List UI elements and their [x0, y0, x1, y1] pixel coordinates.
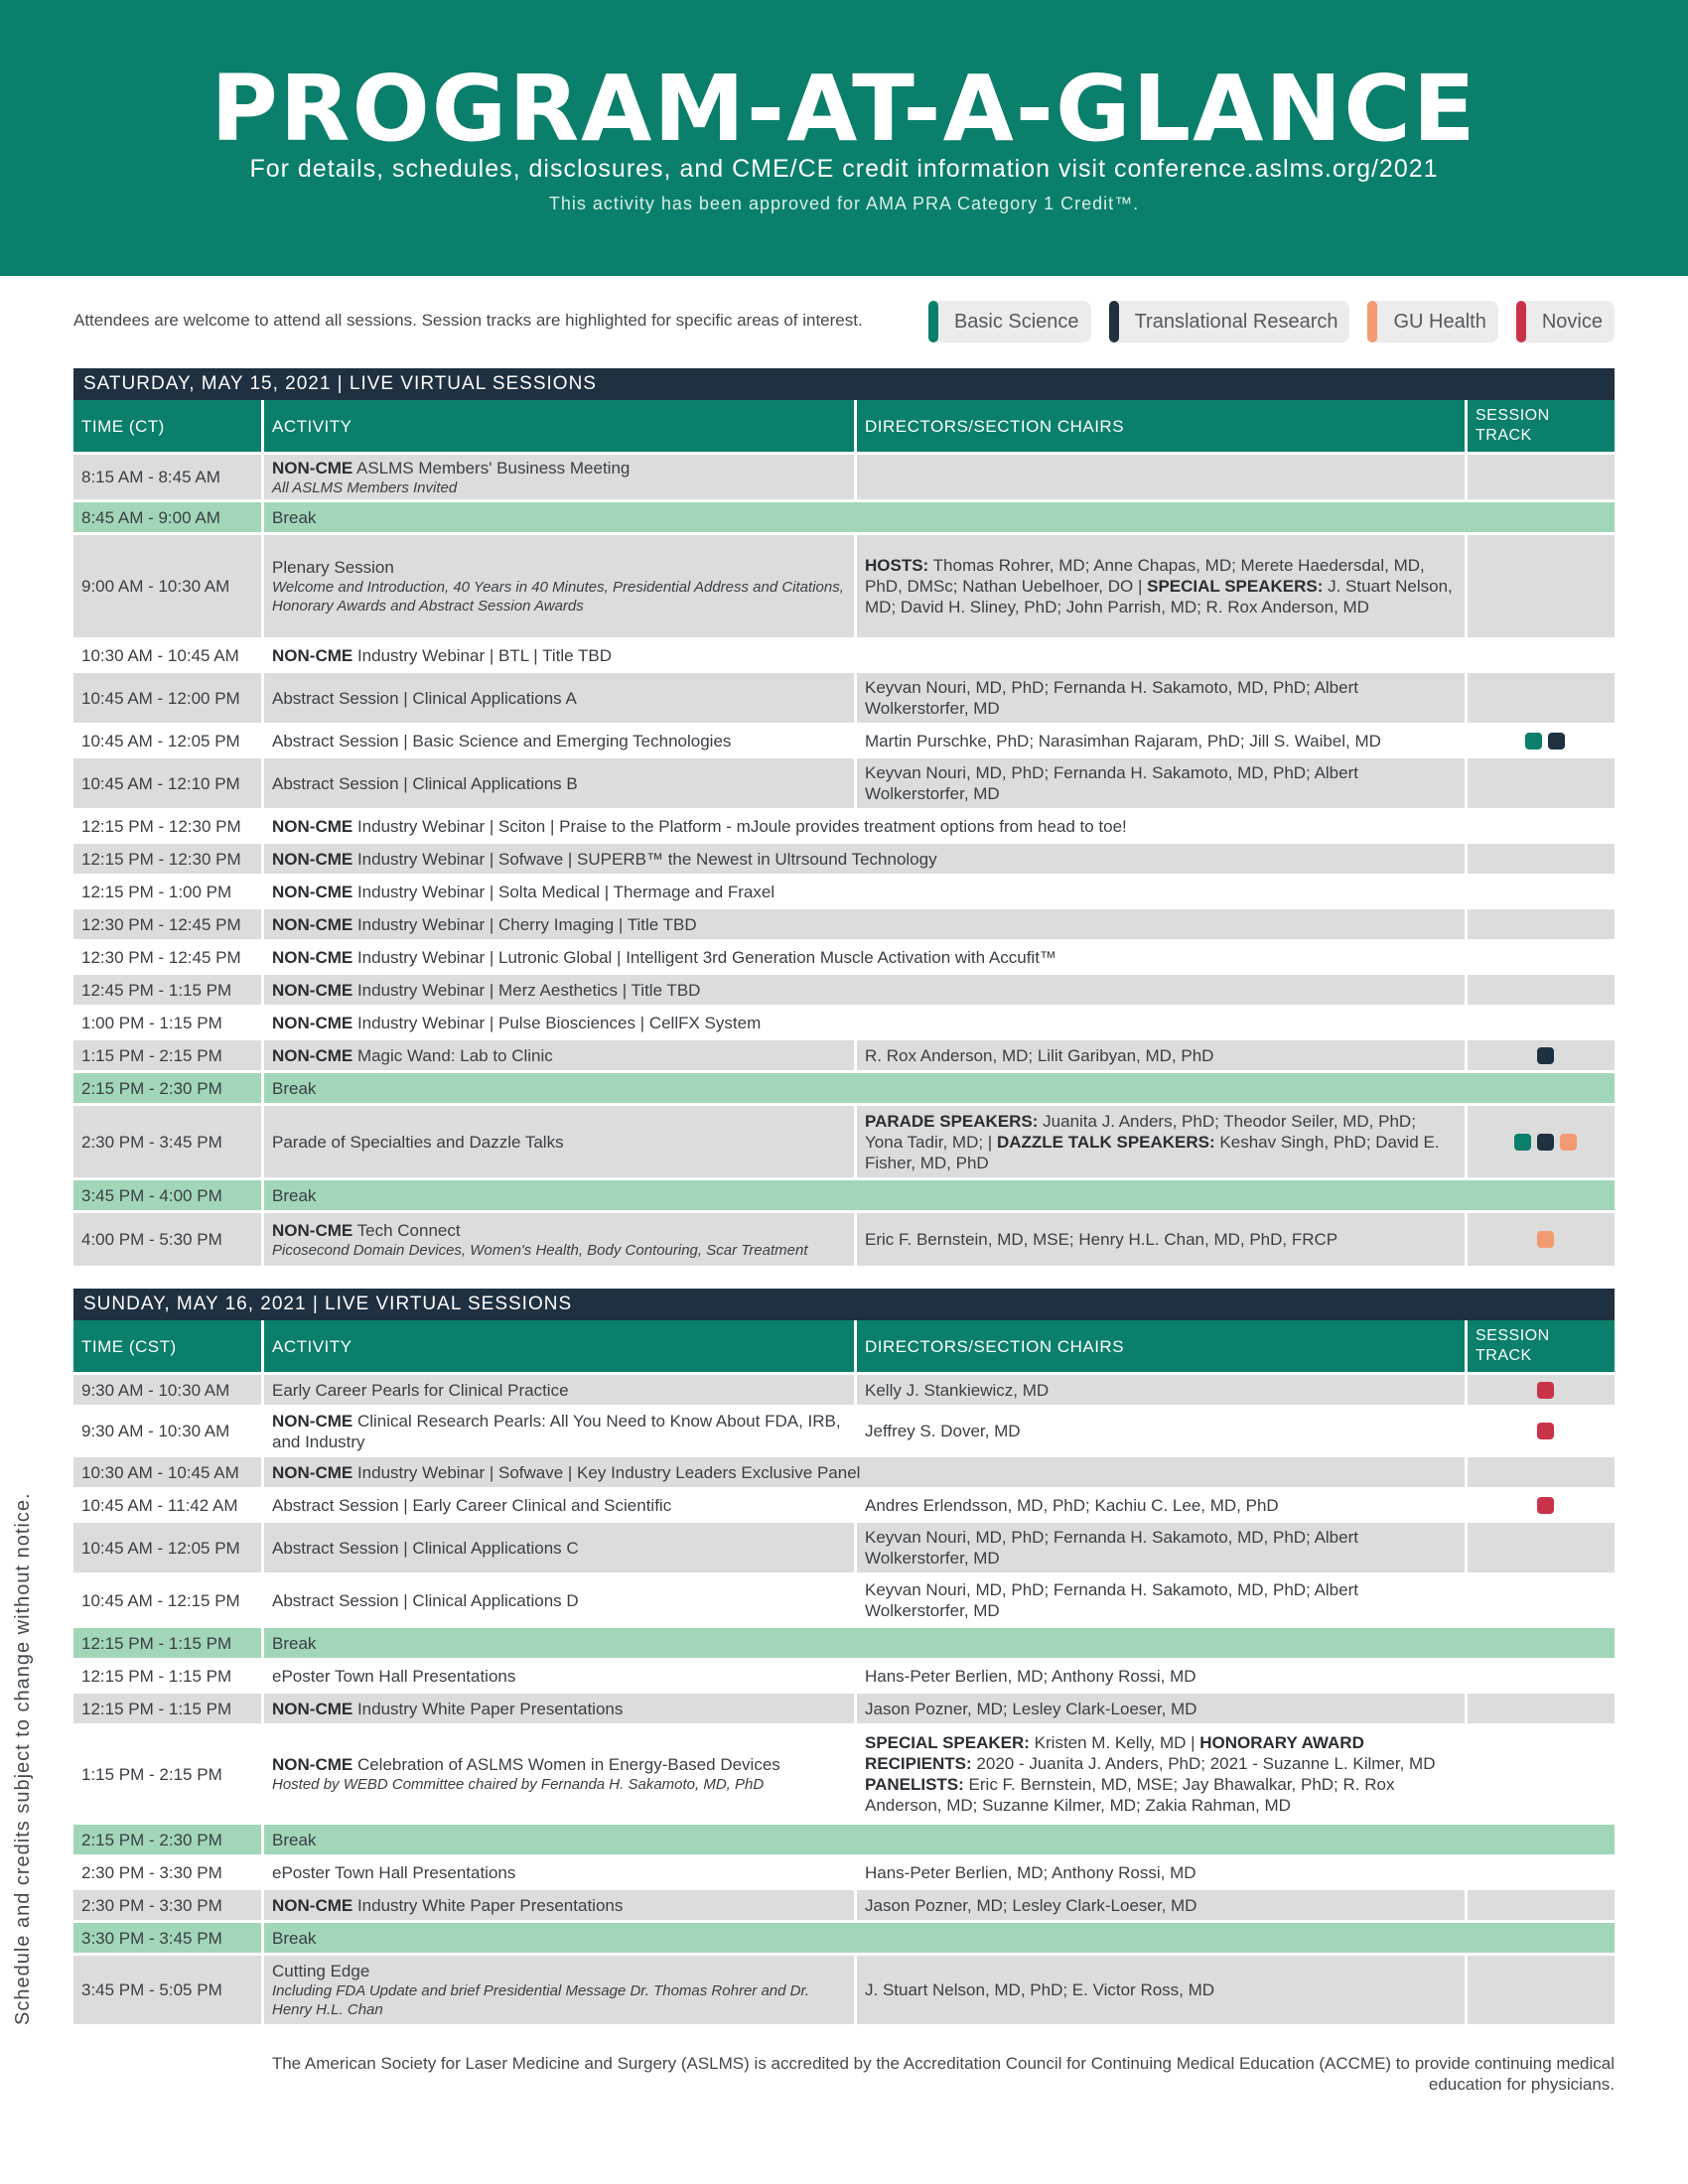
schedule-disclaimer: Schedule and credits subject to change without notice. — [12, 1492, 34, 2025]
row-track — [1468, 975, 1615, 1005]
page-title: PROGRAM-AT-A-GLANCE — [211, 56, 1477, 162]
activity-title: Industry Webinar | Merz Aesthetics | Title TBD — [352, 980, 701, 1000]
hosts-names: Thomas Rohrer, MD; Anne Chapas, MD; Merete Haedersdal, MD, PhD, DMSc; Nathan Uebelhoer, DO | — [865, 556, 1425, 596]
row-activity — [264, 877, 1615, 906]
row-time: 3:45 PM - 5:05 PM — [73, 1956, 264, 2024]
activity-title: Industry Webinar | Sciton | Praise to the Platform - mJoule provides treatment options from head to toe! — [352, 816, 1127, 836]
row-time: 2:30 PM - 3:45 PM — [73, 1106, 264, 1177]
table-row — [73, 1523, 1615, 1575]
row-time: 4:00 PM - 5:30 PM — [73, 1213, 264, 1266]
row-time: 12:15 PM - 12:30 PM — [73, 844, 264, 874]
row-directors: Jeffrey S. Dover, MD — [857, 1408, 1468, 1454]
activity-title: Plenary Session — [272, 558, 394, 577]
row-activity: ePoster Town Hall Presentations — [264, 1661, 857, 1691]
dazzle-speakers-names: Keshav Singh, PhD; David E. Fisher, MD, PhD — [865, 1132, 1440, 1172]
row-directors: Keyvan Nouri, MD, PhD; Fernanda H. Sakamoto, MD, PhD; Albert Wolkerstorfer, MD — [857, 673, 1468, 723]
row-track — [1468, 1457, 1615, 1487]
legend-basic-science — [928, 301, 1091, 342]
row-activity — [264, 1408, 857, 1454]
row-directors: Keyvan Nouri, MD, PhD; Fernanda H. Sakamoto, MD, PhD; Albert Wolkerstorfer, MD — [857, 758, 1468, 808]
row-time: 12:15 PM - 1:15 PM — [73, 1628, 264, 1658]
non-cme-tag: NON-CME — [272, 1462, 353, 1482]
row-activity: Parade of Specialties and Dazzle Talks — [264, 1106, 857, 1177]
activity-title: Industry White Paper Presentations — [352, 1699, 624, 1718]
special-speakers-names: J. Stuart Nelson, MD; David H. Sliney, PhD; John Parrish, MD; R. Rox Anderson, MD — [865, 577, 1453, 616]
activity-title: Industry Webinar | Lutronic Global | Intelligent 3rd Generation Muscle Activation with Accufit™ — [352, 947, 1056, 967]
translational-swatch — [1109, 301, 1119, 342]
row-activity — [264, 844, 1468, 874]
row-activity — [264, 811, 1615, 841]
legend-label: Translational Research — [1134, 310, 1338, 333]
legend-label: Basic Science — [953, 310, 1079, 333]
row-time: 10:30 AM - 10:45 AM — [73, 1457, 264, 1487]
row-activity — [264, 975, 1468, 1005]
row-time: 12:45 PM - 1:15 PM — [73, 975, 264, 1005]
table-row — [73, 1890, 1615, 1923]
row-track — [1468, 1694, 1615, 1723]
accreditation-footer: The American Society for Laser Medicine and Surgery (ASLMS) is accredited by the Accreditation Council for Continuing Medical Education (ACCME) to provide continuing medical education for physicians. — [271, 2054, 1615, 2094]
table-row — [73, 1457, 1615, 1490]
row-time: 3:45 PM - 4:00 PM — [73, 1180, 264, 1210]
row-time: 8:45 AM - 9:00 AM — [73, 502, 264, 532]
break-row — [73, 1073, 1615, 1106]
activity-title: Industry Webinar | BTL | Title TBD — [352, 645, 612, 665]
row-time: 2:30 PM - 3:30 PM — [73, 1890, 264, 1920]
activity-title: Industry Webinar | Sofwave | SUPERB™ the Newest in Ultrsound Technology — [352, 849, 937, 869]
translational-marker — [1537, 1134, 1554, 1151]
row-activity — [264, 1694, 857, 1723]
row-directors: Keyvan Nouri, MD, PhD; Fernanda H. Sakamoto, MD, PhD; Albert Wolkerstorfer, MD — [857, 1575, 1468, 1625]
activity-title: Tech Connect — [352, 1220, 461, 1240]
row-time: 10:45 AM - 12:15 PM — [73, 1575, 264, 1625]
row-time: 1:15 PM - 2:15 PM — [73, 1726, 264, 1822]
legend-label: GU Health — [1393, 310, 1486, 333]
row-track — [1468, 455, 1615, 499]
col-time: TIME (CST) — [73, 1320, 264, 1372]
row-track — [1468, 1523, 1615, 1572]
row-track — [1468, 1890, 1615, 1920]
row-directors: J. Stuart Nelson, MD, PhD; E. Victor Ross, MD — [857, 1956, 1468, 2024]
row-directors: Jason Pozner, MD; Lesley Clark-Loeser, MD — [857, 1890, 1468, 1920]
break-label: Break — [272, 507, 317, 527]
non-cme-tag: NON-CME — [272, 1755, 353, 1774]
special-speaker-label: SPECIAL SPEAKER: — [865, 1733, 1030, 1752]
activity-title: Cutting Edge — [272, 1962, 370, 1980]
col-directors: DIRECTORS/SECTION CHAIRS — [857, 1320, 1468, 1372]
row-activity — [264, 1213, 857, 1266]
row-directors: Kelly J. Stankiewicz, MD — [857, 1375, 1468, 1405]
non-cme-tag: NON-CME — [272, 1045, 353, 1065]
table-row — [73, 726, 1615, 758]
non-cme-tag: NON-CME — [272, 1699, 353, 1718]
row-track — [1468, 1408, 1615, 1454]
row-time: 10:45 AM - 12:05 PM — [73, 1523, 264, 1572]
row-activity: Abstract Session | Clinical Applications A — [264, 673, 857, 723]
novice-marker — [1537, 1423, 1554, 1439]
table-row — [73, 1575, 1615, 1628]
saturday-table — [73, 400, 1615, 1269]
break-row — [73, 1628, 1615, 1661]
legend-label: Novice — [1541, 310, 1603, 333]
novice-marker — [1537, 1382, 1554, 1399]
col-time: TIME (CT) — [73, 400, 264, 452]
row-activity — [264, 1457, 1468, 1487]
gu-health-marker — [1560, 1134, 1577, 1151]
row-time: 3:30 PM - 3:45 PM — [73, 1923, 264, 1953]
table-row — [73, 1408, 1615, 1457]
non-cme-tag: NON-CME — [272, 816, 353, 836]
row-activity: Abstract Session | Clinical Applications B — [264, 758, 857, 808]
col-track: SESSION TRACK — [1476, 1327, 1550, 1364]
row-track — [1468, 1106, 1615, 1177]
non-cme-tag: NON-CME — [272, 1895, 353, 1915]
row-time: 2:15 PM - 2:30 PM — [73, 1073, 264, 1103]
row-track — [1468, 1213, 1615, 1266]
activity-title: Industry Webinar | Sofwave | Key Industry Leaders Exclusive Panel — [352, 1462, 861, 1482]
novice-swatch — [1516, 301, 1526, 342]
activity-title: Industry White Paper Presentations — [352, 1895, 624, 1915]
table-row — [73, 811, 1615, 844]
translational-marker — [1548, 733, 1565, 750]
translational-marker — [1537, 1047, 1554, 1064]
row-directors: Hans-Peter Berlien, MD; Anthony Rossi, MD — [857, 1857, 1468, 1887]
col-activity: ACTIVITY — [264, 400, 857, 452]
table-row — [73, 455, 1615, 502]
panelists-label: PANELISTS: — [865, 1775, 964, 1794]
track-legend — [928, 301, 1615, 342]
row-directors: Jason Pozner, MD; Lesley Clark-Loeser, MD — [857, 1694, 1468, 1723]
non-cme-tag: NON-CME — [272, 645, 353, 665]
activity-title: Industry Webinar | Solta Medical | Thermage and Fraxel — [352, 882, 775, 901]
break-label: Break — [272, 1078, 317, 1098]
row-activity — [264, 942, 1615, 972]
break-row — [73, 1923, 1615, 1956]
row-time: 2:15 PM - 2:30 PM — [73, 1825, 264, 1854]
row-activity — [264, 455, 857, 499]
col-activity: ACTIVITY — [264, 1320, 857, 1372]
table-row — [73, 1213, 1615, 1269]
activity-title: Clinical Research Pearls: All You Need to Know About FDA, IRB, and Industry — [272, 1411, 841, 1451]
row-activity: ePoster Town Hall Presentations — [264, 1857, 857, 1887]
col-track: SESSION TRACK — [1476, 407, 1550, 444]
table-row — [73, 1956, 1615, 2027]
row-track — [1468, 844, 1615, 874]
non-cme-tag: NON-CME — [272, 1411, 353, 1431]
row-activity — [264, 909, 1468, 939]
non-cme-tag: NON-CME — [272, 1220, 353, 1240]
row-track — [1468, 1375, 1615, 1405]
row-activity: Abstract Session | Clinical Applications C — [264, 1523, 857, 1572]
activity-title: Industry Webinar | Cherry Imaging | Title TBD — [352, 914, 697, 934]
basic-science-swatch — [928, 301, 938, 342]
activity-title: ASLMS Members' Business Meeting — [352, 458, 631, 478]
row-directors: Keyvan Nouri, MD, PhD; Fernanda H. Sakamoto, MD, PhD; Albert Wolkerstorfer, MD — [857, 1523, 1468, 1572]
activity-subtitle: Including FDA Update and brief Presidential Message Dr. Thomas Rohrer and Dr. Henry H.L. Chan — [272, 1982, 810, 2018]
gu-health-swatch — [1367, 301, 1377, 342]
panelists-names: Eric F. Bernstein, MD, MSE; Jay Bhawalkar, PhD; R. Rox Anderson, MD; Suzanne Kilmer, MD; Zakia Rahman, MD — [865, 1775, 1395, 1815]
row-directors — [857, 455, 1468, 499]
row-directors: Andres Erlendsson, MD, PhD; Kachiu C. Lee, MD, PhD — [857, 1490, 1468, 1520]
table-row — [73, 1857, 1615, 1890]
table-row — [73, 1490, 1615, 1523]
row-time: 12:30 PM - 12:45 PM — [73, 942, 264, 972]
row-activity: Early Career Pearls for Clinical Practice — [264, 1375, 857, 1405]
sunday-table — [73, 1320, 1615, 2027]
sunday-heading: SUNDAY, MAY 16, 2021 | LIVE VIRTUAL SESSIONS — [73, 1289, 1615, 1320]
break-row — [73, 1825, 1615, 1857]
table-row — [73, 1008, 1615, 1040]
row-time: 10:45 AM - 12:00 PM — [73, 673, 264, 723]
table-row — [73, 877, 1615, 909]
row-activity — [264, 1008, 1615, 1037]
row-time: 12:15 PM - 1:00 PM — [73, 877, 264, 906]
col-directors: DIRECTORS/SECTION CHAIRS — [857, 400, 1468, 452]
row-directors — [857, 1726, 1468, 1822]
row-track — [1468, 758, 1615, 808]
table-row — [73, 975, 1615, 1008]
gu-health-marker — [1537, 1231, 1554, 1248]
break-row — [73, 502, 1615, 535]
parade-speakers-label: PARADE SPEAKERS: — [865, 1111, 1039, 1131]
row-track — [1468, 1956, 1615, 2024]
activity-subtitle: All ASLMS Members Invited — [272, 478, 458, 496]
row-track — [1468, 1726, 1615, 1822]
row-track — [1468, 1490, 1615, 1520]
table-row — [73, 1694, 1615, 1726]
credit-approval: This activity has been approved for AMA PRA Category 1 Credit™. — [548, 194, 1140, 213]
row-directors — [857, 535, 1468, 637]
break-row — [73, 1180, 1615, 1213]
table-row — [73, 1375, 1615, 1408]
row-track — [1468, 1575, 1615, 1625]
row-time: 12:15 PM - 12:30 PM — [73, 811, 264, 841]
activity-title: Industry Webinar | Pulse Biosciences | CellFX System — [352, 1013, 762, 1032]
table-row — [73, 640, 1615, 673]
row-time: 12:15 PM - 1:15 PM — [73, 1661, 264, 1691]
special-speaker-name: Kristen M. Kelly, MD | — [1029, 1733, 1200, 1752]
row-activity — [264, 1040, 857, 1070]
row-time: 10:45 AM - 12:05 PM — [73, 726, 264, 755]
row-time: 2:30 PM - 3:30 PM — [73, 1857, 264, 1887]
table-row — [73, 909, 1615, 942]
row-track — [1468, 1040, 1615, 1070]
row-time: 12:30 PM - 12:45 PM — [73, 909, 264, 939]
row-track — [1468, 1857, 1615, 1887]
row-time: 9:30 AM - 10:30 AM — [73, 1408, 264, 1454]
non-cme-tag: NON-CME — [272, 1013, 353, 1032]
row-directors: Martin Purschke, PhD; Narasimhan Rajaram, PhD; Jill S. Waibel, MD — [857, 726, 1468, 755]
special-speakers-label: SPECIAL SPEAKERS: — [1147, 577, 1324, 596]
basic-science-marker — [1514, 1134, 1531, 1151]
non-cme-tag: NON-CME — [272, 914, 353, 934]
row-directors: R. Rox Anderson, MD; Lilit Garibyan, MD, PhD — [857, 1040, 1468, 1070]
row-time: 1:15 PM - 2:15 PM — [73, 1040, 264, 1070]
saturday-heading: SATURDAY, MAY 15, 2021 | LIVE VIRTUAL SESSIONS — [73, 368, 1615, 400]
table-row — [73, 844, 1615, 877]
row-directors — [857, 1106, 1468, 1177]
non-cme-tag: NON-CME — [272, 980, 353, 1000]
intro-text: Attendees are welcome to attend all sessions. Session tracks are highlighted for specific areas of interest. — [73, 311, 863, 330]
row-activity: Abstract Session | Early Career Clinical and Scientific — [264, 1490, 857, 1520]
row-track — [1468, 726, 1615, 755]
table-row — [73, 758, 1615, 811]
row-activity — [264, 1726, 857, 1822]
break-label: Break — [272, 1830, 317, 1849]
header-subtitle: For details, schedules, disclosures, and CME/CE credit information visit conference.aslms.org/2021 — [249, 155, 1439, 183]
honorary-award-names: 2020 - Juanita J. Anders, PhD; 2021 - Suzanne L. Kilmer, MD — [971, 1754, 1436, 1773]
non-cme-tag: NON-CME — [272, 849, 353, 869]
row-directors: Eric F. Bernstein, MD, MSE; Henry H.L. Chan, MD, PhD, FRCP — [857, 1213, 1468, 1266]
table-header — [73, 400, 1615, 455]
non-cme-tag: NON-CME — [272, 882, 353, 901]
row-activity: Abstract Session | Clinical Applications D — [264, 1575, 857, 1625]
table-row — [73, 1040, 1615, 1073]
dazzle-speakers-label: DAZZLE TALK SPEAKERS: — [996, 1132, 1215, 1152]
table-header — [73, 1320, 1615, 1375]
row-directors: Hans-Peter Berlien, MD; Anthony Rossi, MD — [857, 1661, 1468, 1691]
table-row — [73, 1726, 1615, 1825]
legend-gu-health — [1367, 301, 1497, 342]
row-time: 9:30 AM - 10:30 AM — [73, 1375, 264, 1405]
break-label: Break — [272, 1633, 317, 1653]
basic-science-marker — [1525, 733, 1542, 750]
table-row — [73, 535, 1615, 640]
hosts-label: HOSTS: — [865, 556, 929, 575]
row-time: 10:45 AM - 12:10 PM — [73, 758, 264, 808]
break-label: Break — [272, 1185, 317, 1205]
honorary-award-label: HONORARY AWARD RECIPIENTS: — [865, 1733, 1364, 1773]
row-track — [1468, 909, 1615, 939]
table-row — [73, 1661, 1615, 1694]
row-activity — [264, 535, 857, 637]
activity-subtitle: Welcome and Introduction, 40 Years in 40 Minutes, Presidential Address and Citations, Honorary Awards and Abstract Session Awards — [272, 579, 844, 614]
table-row — [73, 673, 1615, 726]
novice-marker — [1537, 1497, 1554, 1514]
row-activity: Abstract Session | Basic Science and Emerging Technologies — [264, 726, 857, 755]
row-time: 10:30 AM - 10:45 AM — [73, 640, 264, 670]
row-time: 9:00 AM - 10:30 AM — [73, 535, 264, 637]
activity-title: Magic Wand: Lab to Clinic — [352, 1045, 553, 1065]
row-activity — [264, 640, 1615, 670]
parade-speakers-names: Juanita J. Anders, PhD; Theodor Seiler, MD, PhD; Yona Tadir, MD; | — [865, 1111, 1416, 1152]
activity-subtitle: Picosecond Domain Devices, Women's Health, Body Contouring, Scar Treatment — [272, 1241, 808, 1259]
activity-title: Celebration of ASLMS Women in Energy-Based Devices — [352, 1755, 780, 1774]
header-banner — [0, 0, 1688, 276]
activity-subtitle: Hosted by WEBD Committee chaired by Fernanda H. Sakamoto, MD, PhD — [272, 1776, 765, 1793]
row-track — [1468, 673, 1615, 723]
table-row — [73, 1106, 1615, 1180]
non-cme-tag: NON-CME — [272, 458, 353, 478]
row-track — [1468, 535, 1615, 637]
legend-translational-research — [1109, 301, 1350, 342]
table-row — [73, 942, 1615, 975]
row-activity — [264, 1890, 857, 1920]
row-time: 12:15 PM - 1:15 PM — [73, 1694, 264, 1723]
row-time: 10:45 AM - 11:42 AM — [73, 1490, 264, 1520]
row-time: 1:00 PM - 1:15 PM — [73, 1008, 264, 1037]
legend-novice — [1516, 301, 1615, 342]
row-track — [1468, 1661, 1615, 1691]
non-cme-tag: NON-CME — [272, 947, 353, 967]
break-label: Break — [272, 1928, 317, 1948]
row-activity — [264, 1956, 857, 2024]
row-time: 8:15 AM - 8:45 AM — [73, 455, 264, 499]
